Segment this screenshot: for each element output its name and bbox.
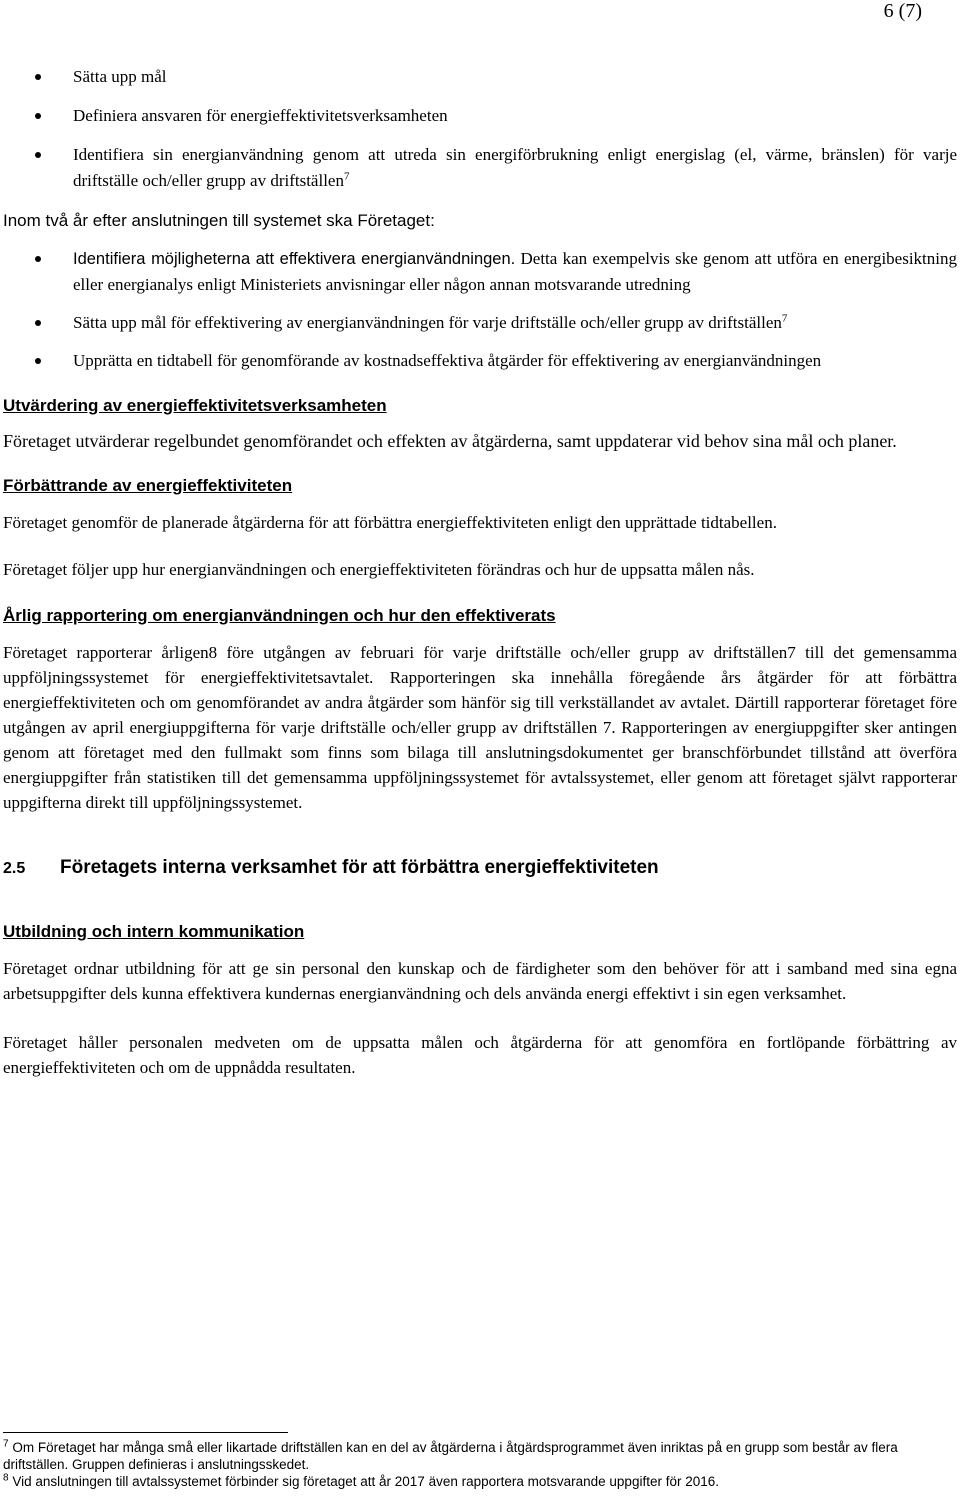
footnote-ref: 7 (781, 312, 788, 325)
section-title (3, 855, 957, 882)
footnote-divider (3, 1432, 288, 1433)
footnote-ref: 7 (343, 170, 350, 183)
paragraph: Företaget ordnar utbildning för att ge sin personal den kunskap och de färdigheter som den behöver för att i samband med sina egna arbetsuppgifter dels kunna effektivera kundernas energianvändning och dels använda energi effektivt i sin egen verksamhet. (3, 959, 957, 1003)
requirement-list (3, 246, 957, 374)
list-item: Sätta upp mål (3, 64, 957, 90)
footnote: $^8$ Vid anslutningen till avtalssystemet förbinder sig företaget att år 2017 även rapportera motsvarande uppgifter för 2016. (3, 1472, 719, 1489)
document-body (3, 58, 957, 1080)
list-item: Identifiera sin energianvändning genom att utreda sin energiförbrukning enligt energislag (el, värme, bränslen) för varje driftställe och/eller grupp av driftställen$^7$ (3, 142, 957, 194)
footnotes (3, 1432, 957, 1490)
paragraph: Företaget utvärderar regelbundet genomförandet och effekten av åtgärderna, samt uppdaterar vid behov sina mål och planer. (3, 431, 897, 451)
section-title-text: Företagets interna verksamhet för att förbättra energieffektiviteten (60, 857, 659, 878)
section-heading: Förbättrande av energieffektiviteten (3, 476, 293, 495)
page-number: 6 (7) (883, 0, 922, 22)
section-heading: Utbildning och intern kommunikation (3, 922, 305, 941)
section-heading: Årlig rapportering om energianvändningen och hur den effektiverats (3, 606, 556, 625)
paragraph: Företaget genomför de planerade åtgärderna för att förbättra energieffektiviteten enligt den upprättade tidtabellen. (3, 513, 777, 532)
section-heading: Utvärdering av energieffektivitetsverksamheten (3, 396, 387, 415)
intro-text: Inom två år efter anslutningen till systemet ska Företaget: (3, 211, 435, 230)
list-item: Upprätta en tidtabell för genomförande av kostnadseffektiva åtgärder för effektivering av energianvändningen (3, 348, 957, 374)
footnote: $^7$ Om Företaget har många små eller likartade driftställen kan en del av åtgärderna i åtgärdsprogrammet även inriktas på en grupp som består av flera driftställen. Gruppen definieras i anslutningsskedet. (3, 1438, 898, 1472)
section-number: 2.5 (3, 860, 26, 877)
paragraph: Företaget rapporterar årligen8 före utgången av februari för varje driftställe och/eller grupp av driftställen7 till det gemensamma uppföljningssystemet för energieffektivitetsavtalet. Rapporteringen ska innehålla föregående års åtgärder för att förbättra energieffektiviteten och om genomförandet av andra åtgärder som hänför sig till verkställandet av avtalet. Därtill rapporterar företaget före utgången av april energiuppgifterna för varje driftställe och/eller grupp av driftställen 7. Rapporteringen av energiuppgifter sker antingen genom att företaget med den fullmakt som finns som bilaga till anslutningsdokumentet ger branschförbundet tillstånd att överföra energiuppgifter från statistiken till det gemensamma uppföljningssystemet för avtalssystemet, eller genom att företaget självt rapporterar uppgifterna direkt till uppföljningssystemet. (3, 643, 957, 812)
list-item: Sätta upp mål för effektivering av energianvändningen för varje driftställe och/eller grupp av driftställen$^7$ (3, 310, 957, 336)
paragraph: Företaget håller personalen medveten om de uppsatta målen och åtgärderna för att genomföra en fortlöpande förbättring av energieffektiviteten och om de uppnådda resultaten. (3, 1033, 957, 1077)
goal-list (3, 64, 957, 194)
list-item: Definiera ansvaren för energieffektivitetsverksamheten (3, 103, 957, 129)
list-item: Identifiera möjligheterna att effektivera energianvändningen. Detta kan exempelvis ske genom att utföra en energibesiktning eller energianalys enligt Ministeriets anvisningar eller någon annan motsvarande utredning (3, 246, 957, 298)
paragraph: Företaget följer upp hur energianvändningen och energieffektiviteten förändras och hur de uppsatta målen nås. (3, 560, 755, 579)
